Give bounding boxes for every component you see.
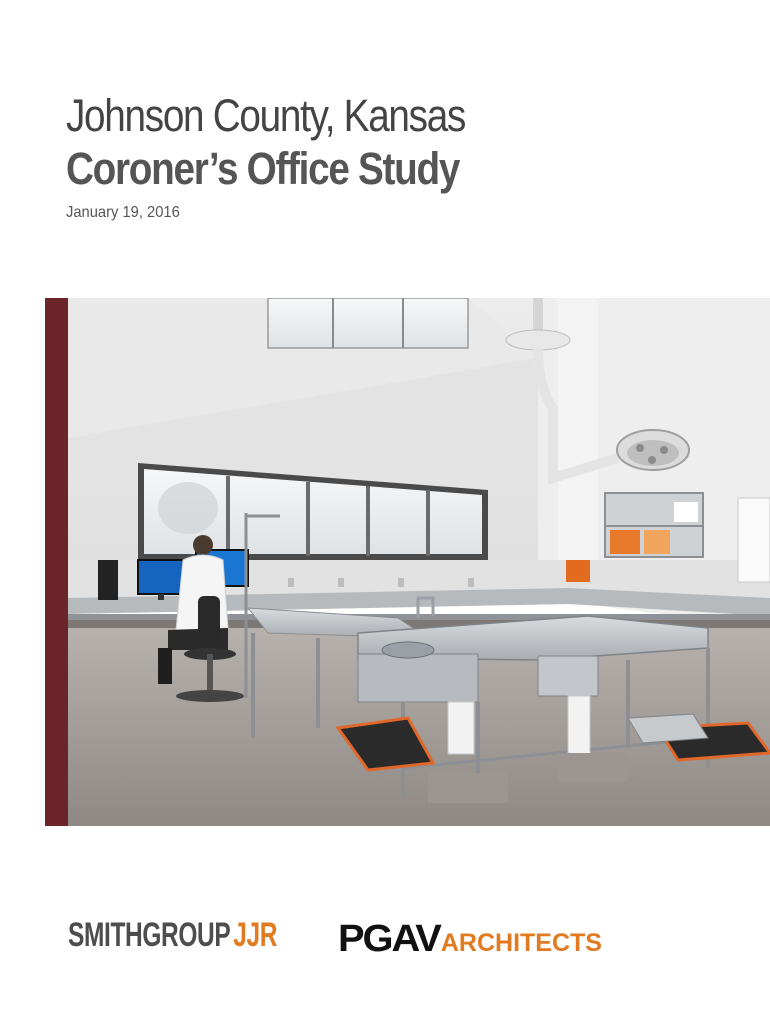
architects-wordmark: ARCHITECTS — [440, 929, 602, 957]
document-title-study: Coroner’s Office Study — [66, 143, 460, 194]
accent-bar — [45, 298, 68, 826]
jjr-wordmark: JJR — [233, 916, 278, 954]
title-block — [66, 88, 706, 222]
document-title-location: Johnson County, Kansas — [66, 90, 466, 141]
logo-row — [0, 912, 770, 972]
pgav-architects-logo — [338, 918, 602, 961]
autopsy-room-photo — [68, 298, 770, 826]
pgav-wordmark: PGAV — [338, 918, 440, 960]
smithgroup-wordmark: SMITHGROUP — [68, 916, 231, 954]
document-date: January 19, 2016 — [66, 204, 180, 221]
smithgroupjjr-logo — [68, 916, 277, 955]
cover-photo-panel — [45, 298, 770, 826]
